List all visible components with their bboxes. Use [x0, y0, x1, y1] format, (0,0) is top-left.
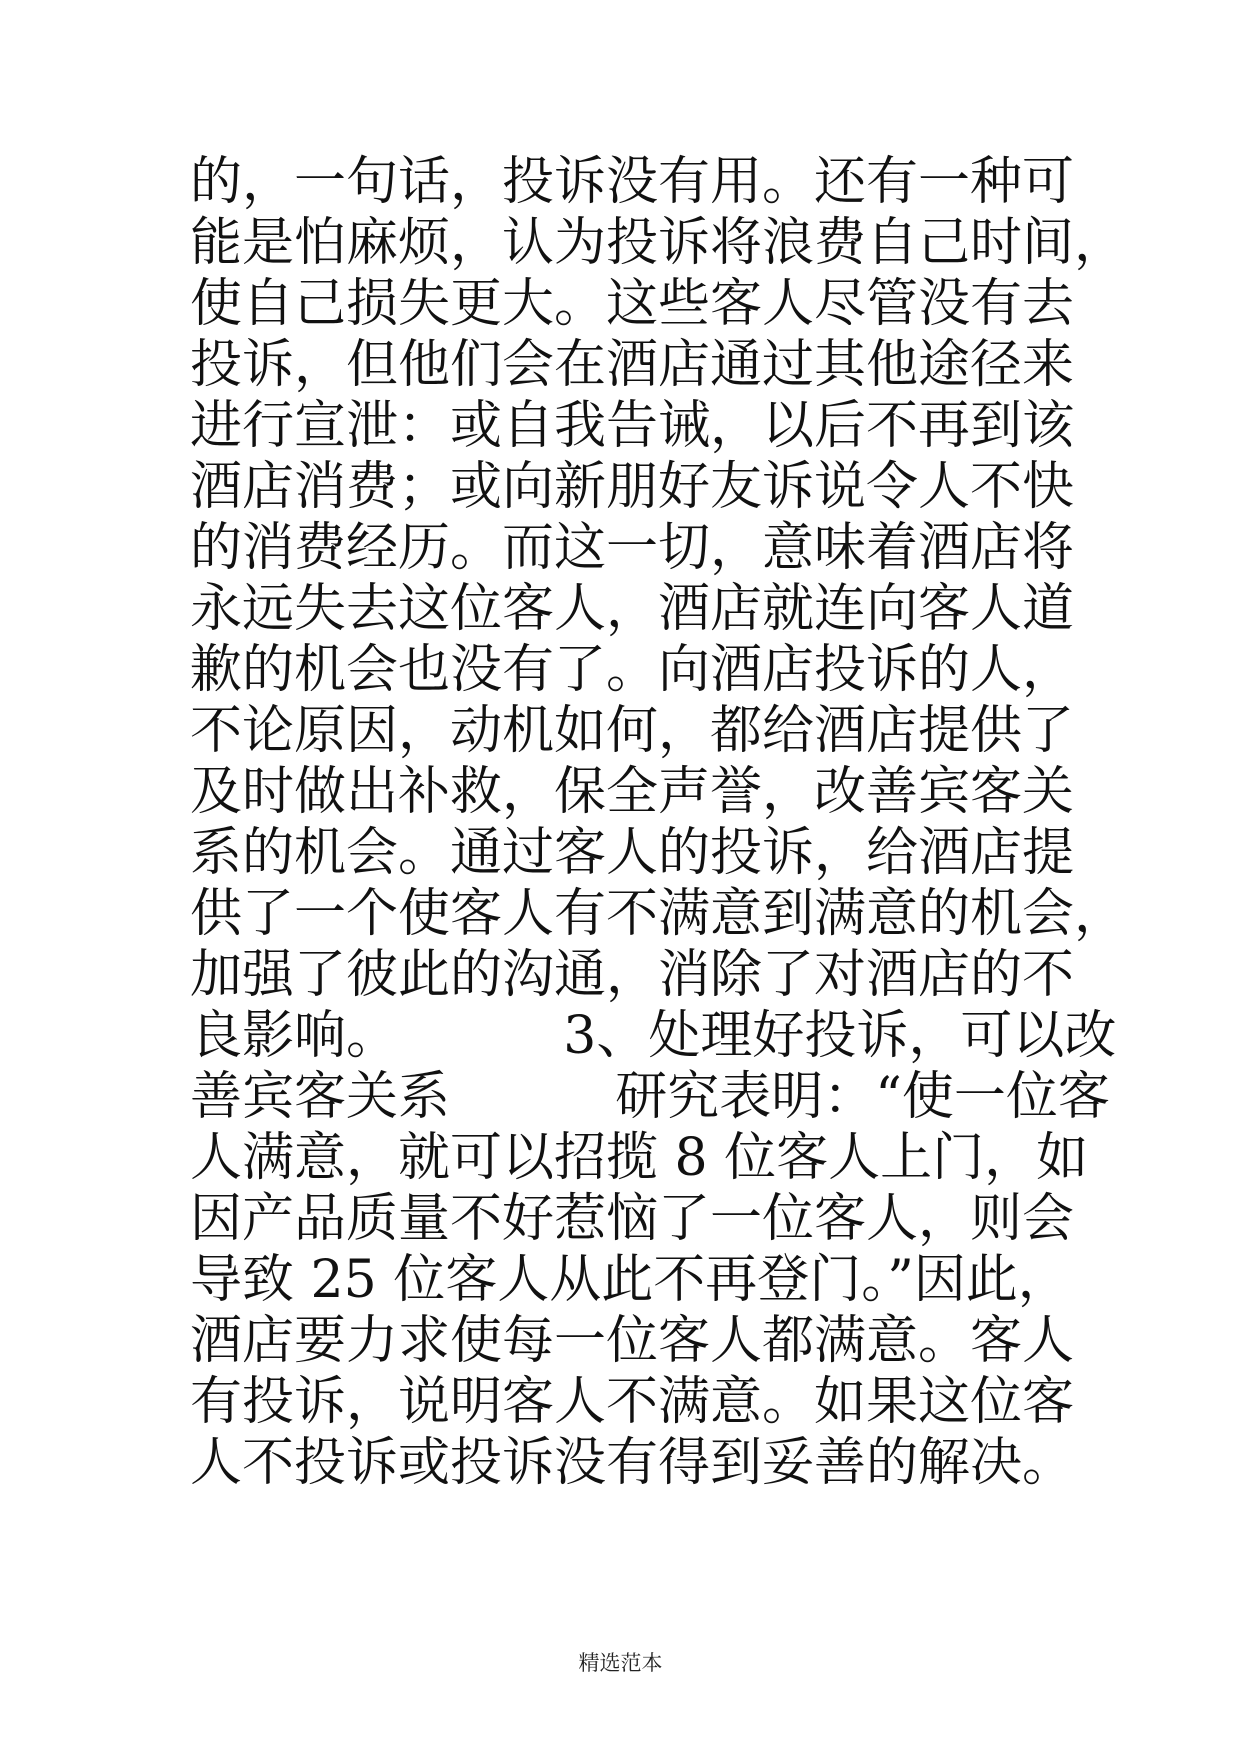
text-line: 永远失去这位客人，酒店就连向客人道 — [190, 579, 1075, 639]
text-line: 加强了彼此的沟通，消除了对酒店的不 — [190, 945, 1075, 1005]
text-line: 使自己损失更大。这些客人尽管没有去 — [190, 274, 1075, 334]
text-line: 的，一句话，投诉没有用。还有一种可 — [190, 152, 1075, 212]
text-line: 不论原因，动机如何，都给酒店提供了 — [190, 701, 1075, 761]
body-text — [190, 152, 1127, 1494]
text-line: 的消费经历。而这一切，意味着酒店将 — [190, 518, 1075, 578]
text-line: 有投诉，说明客人不满意。如果这位客 — [190, 1372, 1075, 1432]
text-line: 良影响。 3、处理好投诉，可以改 — [190, 1006, 1117, 1066]
text-line: 进行宣泄：或自我告诫，以后不再到该 — [190, 396, 1075, 456]
text-line: 投诉，但他们会在酒店通过其他途径来 — [190, 335, 1075, 395]
text-line: 人满意，就可以招揽 8 位客人上门，如 — [190, 1128, 1089, 1188]
text-line: 酒店消费；或向新朋好友诉说令人不快 — [190, 457, 1075, 517]
text-line: 善宾客关系 研究表明：“使一位客 — [190, 1067, 1110, 1127]
text-line: 因产品质量不好惹恼了一位客人，则会 — [190, 1189, 1075, 1249]
text-line: 人不投诉或投诉没有得到妥善的解决。 — [190, 1433, 1075, 1493]
text-line: 供了一个使客人有不满意到满意的机会， — [190, 884, 1127, 944]
text-line: 能是怕麻烦，认为投诉将浪费自己时间， — [190, 213, 1127, 273]
text-line: 酒店要力求使每一位客人都满意。客人 — [190, 1311, 1075, 1371]
text-line: 及时做出补救，保全声誉，改善宾客关 — [190, 762, 1075, 822]
page-footer: 精选范本 — [578, 1651, 663, 1675]
text-line: 歉的机会也没有了。向酒店投诉的人， — [190, 640, 1075, 700]
text-line: 导致 25 位客人从此不再登门。”因此， — [190, 1250, 1070, 1310]
text-line: 系的机会。通过客人的投诉，给酒店提 — [190, 823, 1075, 883]
